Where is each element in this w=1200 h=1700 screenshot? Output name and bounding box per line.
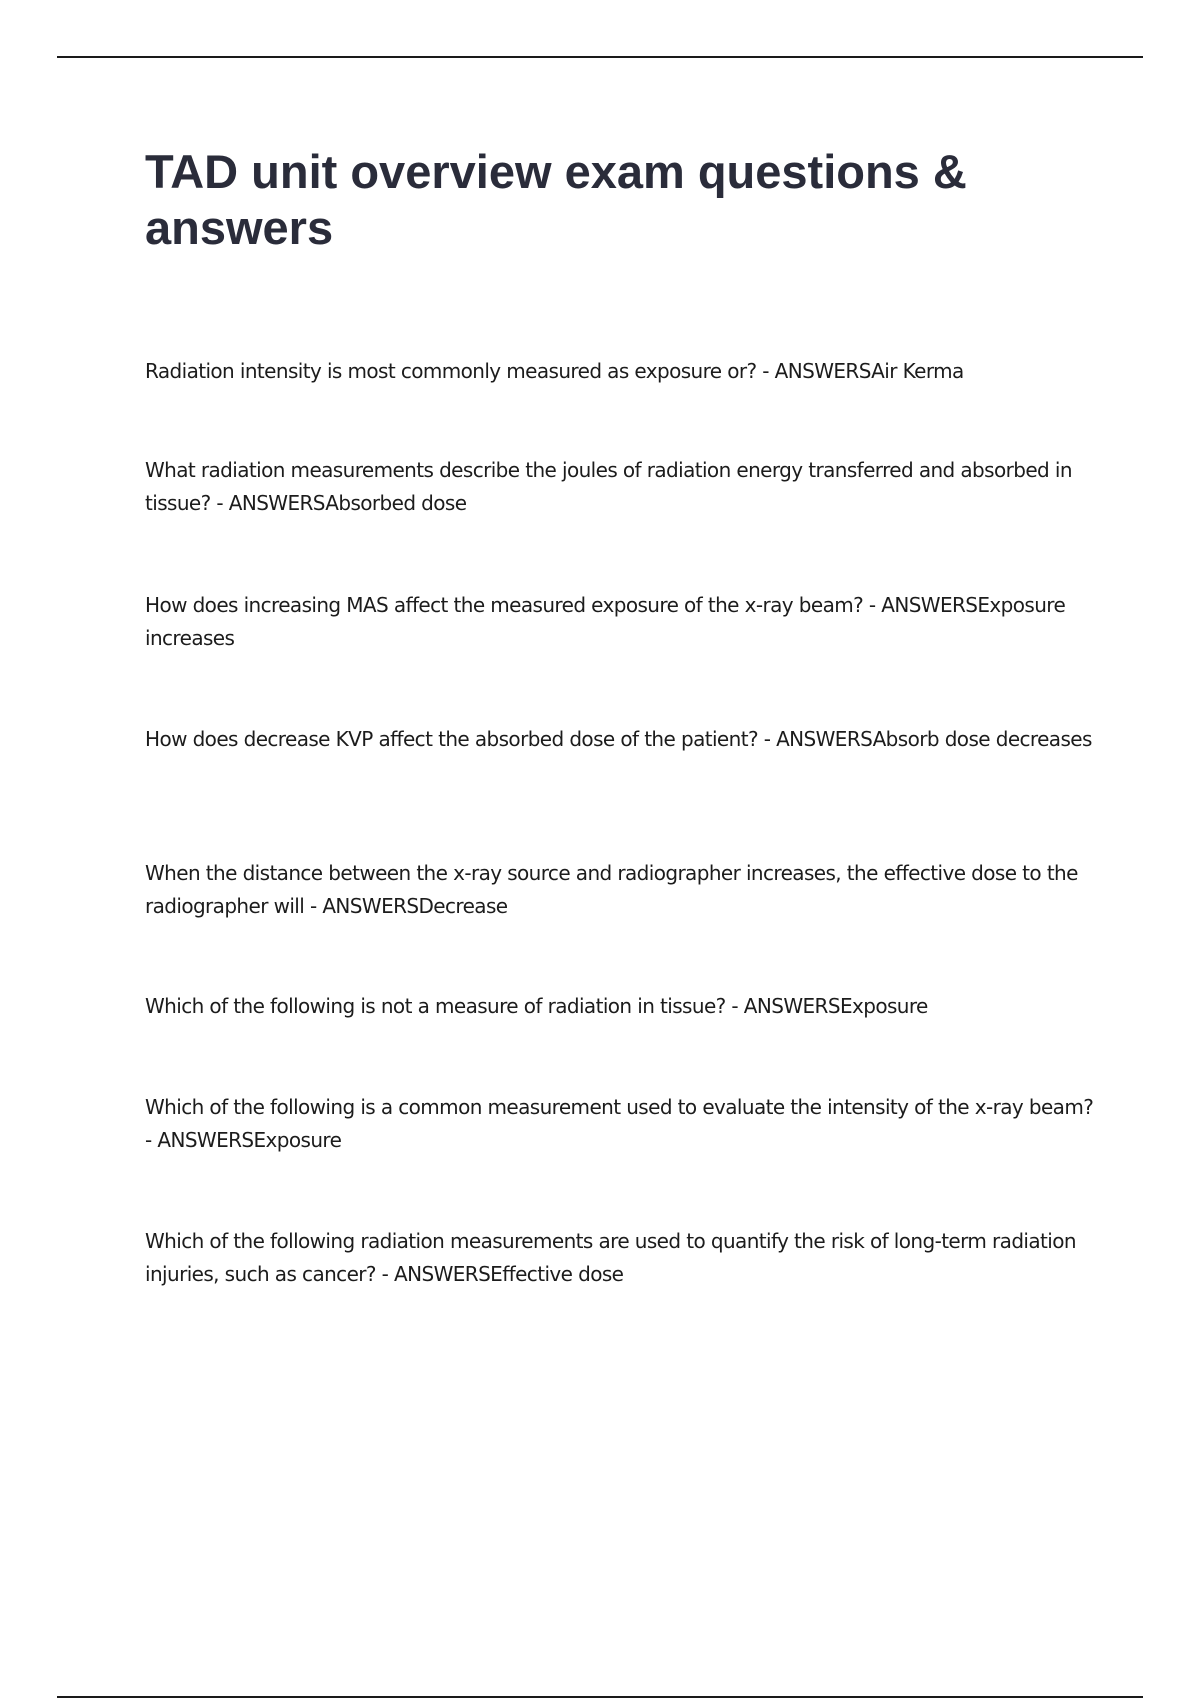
bottom-divider	[57, 1696, 1143, 1698]
qa-item: Radiation intensity is most commonly measured as exposure or? - ANSWERSAir Kerma	[145, 359, 964, 383]
qa-item: Which of the following is a common measurement used to evaluate the intensity of the x-ray beam? - ANSWERSExposure	[145, 1095, 1094, 1152]
qa-item: How does decrease KVP affect the absorbed dose of the patient? - ANSWERSAbsorb dose decreases	[145, 727, 1092, 751]
page-title: TAD unit overview exam questions & answers	[145, 145, 967, 254]
qa-item: Which of the following is not a measure of radiation in tissue? - ANSWERSExposure	[145, 994, 928, 1018]
qa-item: When the distance between the x-ray source and radiographer increases, the effective dose to the radiographer will - ANSWERSDecrease	[145, 861, 1078, 918]
top-divider	[57, 56, 1143, 58]
qa-item: How does increasing MAS affect the measured exposure of the x-ray beam? - ANSWERSExposure increases	[145, 593, 1066, 650]
qa-item: What radiation measurements describe the joules of radiation energy transferred and absorbed in tissue? - ANSWERSAbsorbed dose	[145, 458, 1072, 515]
qa-item: Which of the following radiation measurements are used to quantify the risk of long-term radiation injuries, such as cancer? - ANSWERSEffective dose	[145, 1229, 1076, 1286]
